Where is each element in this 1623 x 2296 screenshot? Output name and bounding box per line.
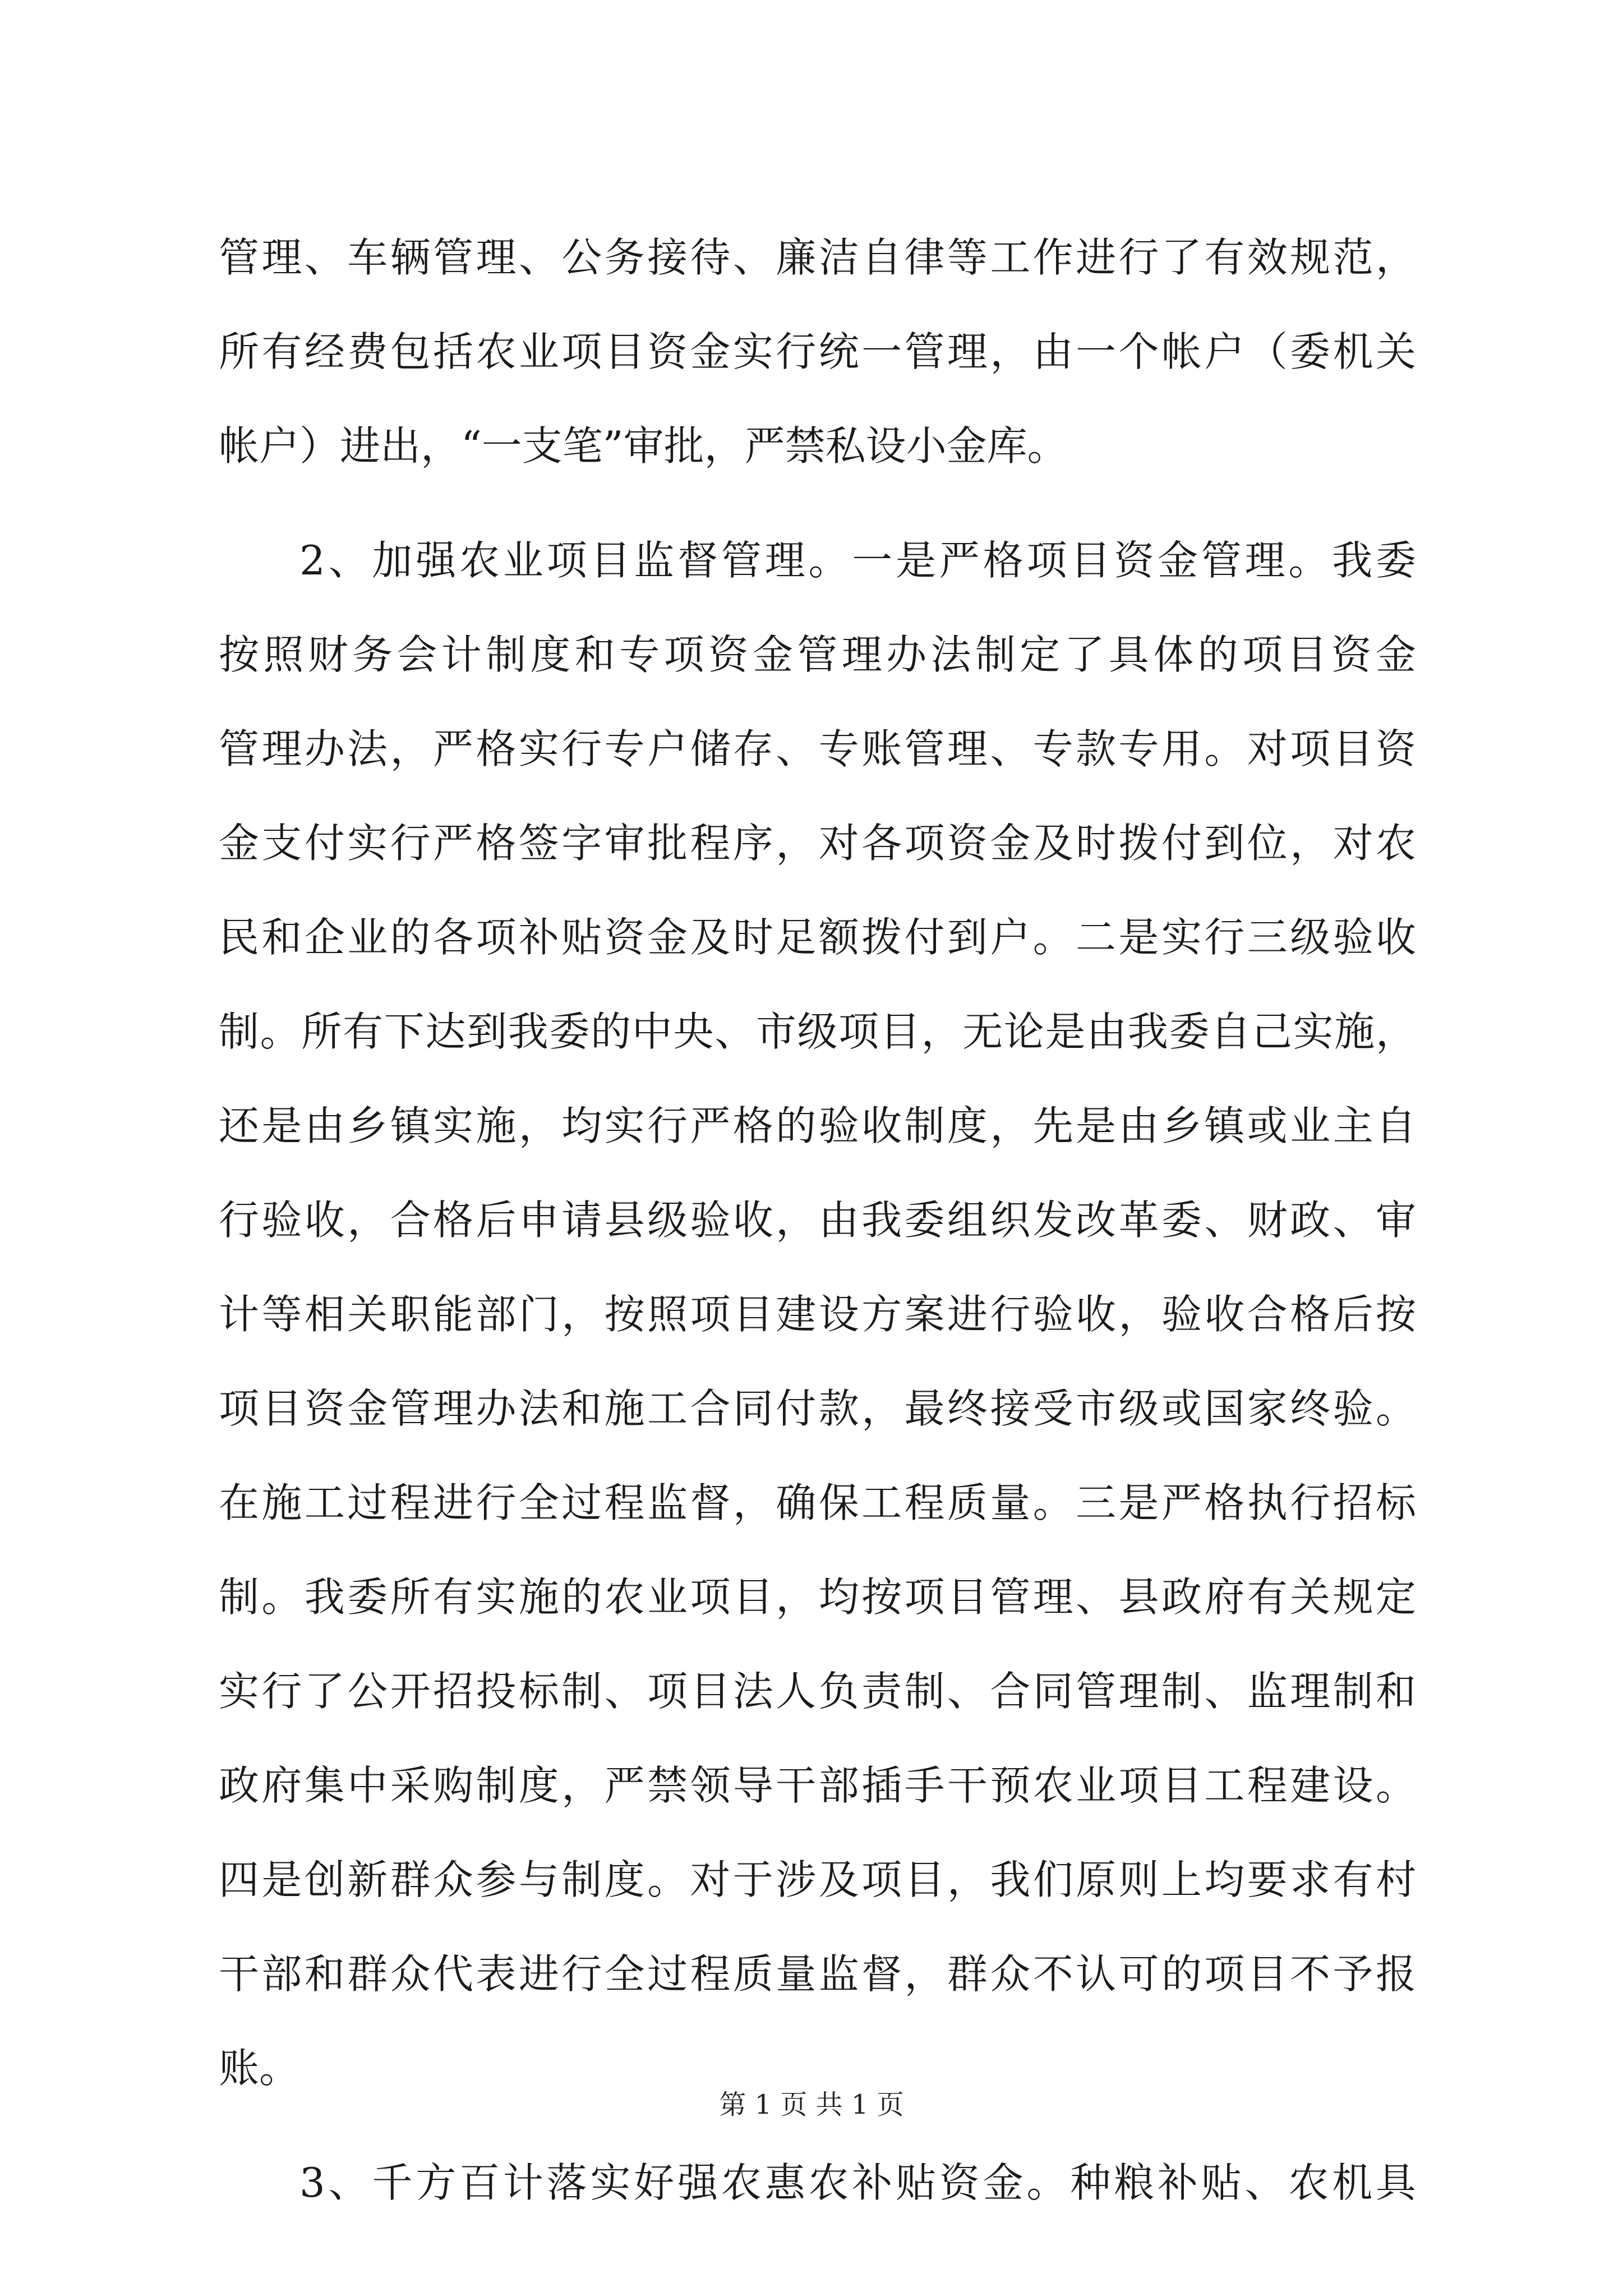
paragraph <box>219 210 1416 493</box>
text-line: 账。 <box>219 2045 300 2092</box>
text-line: 项目资金管理办法和施工合同付款，最终接受市级或国家终验。 <box>219 1385 1416 1432</box>
text-line: 行验收，合格后申请县级验收，由我委组织发改革委、财政、审 <box>219 1197 1416 1244</box>
text-line: 制。我委所有实施的农业项目，均按项目管理、县政府有关规定 <box>219 1573 1416 1621</box>
text-line: 干部和群众代表进行全过程质量监督，群众不认可的项目不予报 <box>219 1950 1416 1998</box>
page-number-label: 第 1 页 共 1 页 <box>719 2089 904 2120</box>
text-line: 计等相关职能部门，按照项目建设方案进行验收，验收合格后按 <box>219 1291 1416 1338</box>
text-line: 按照财务会计制度和专项资金管理办法制定了具体的项目资金 <box>219 631 1416 678</box>
paragraph <box>219 2136 1416 2230</box>
text-line: 2、加强农业项目监督管理。一是严格项目资金管理。我委 <box>299 537 1416 584</box>
text-line: 还是由乡镇实施，均实行严格的验收制度，先是由乡镇或业主自 <box>219 1102 1416 1149</box>
paragraph <box>219 513 1416 2115</box>
paragraph-spacer <box>219 493 1416 513</box>
text-line: 金支付实行严格签字审批程序，对各项资金及时拨付到位，对农 <box>219 820 1416 867</box>
text-line: 民和企业的各项补贴资金及时足额拨付到户。二是实行三级验收 <box>219 914 1416 961</box>
text-line: 四是创新群众参与制度。对于涉及项目，我们原则上均要求有村 <box>219 1856 1416 1903</box>
text-line: 管理办法，严格实行专户储存、专账管理、专款专用。对项目资 <box>219 725 1416 772</box>
text-line: 帐户）进出，“一支笔”审批，严禁私设小金库。 <box>219 422 1068 470</box>
text-line: 制。所有下达到我委的中央、市级项目，无论是由我委自己实施， <box>219 1008 1416 1055</box>
document-body <box>219 210 1416 2230</box>
text-line: 3、千方百计落实好强农惠农补贴资金。种粮补贴、农机具 <box>299 2159 1416 2206</box>
text-line: 实行了公开招投标制、项目法人负责制、合同管理制、监理制和 <box>219 1668 1416 1715</box>
text-line: 在施工过程进行全过程监督，确保工程质量。三是严格执行招标 <box>219 1479 1416 1526</box>
text-line: 管理、车辆管理、公务接待、廉洁自律等工作进行了有效规范， <box>219 234 1416 281</box>
page-footer <box>0 2087 1623 2123</box>
text-line: 政府集中采购制度，严禁领导干部插手干预农业项目工程建设。 <box>219 1762 1416 1809</box>
text-line: 所有经费包括农业项目资金实行统一管理，由一个帐户（委机关 <box>219 328 1416 375</box>
